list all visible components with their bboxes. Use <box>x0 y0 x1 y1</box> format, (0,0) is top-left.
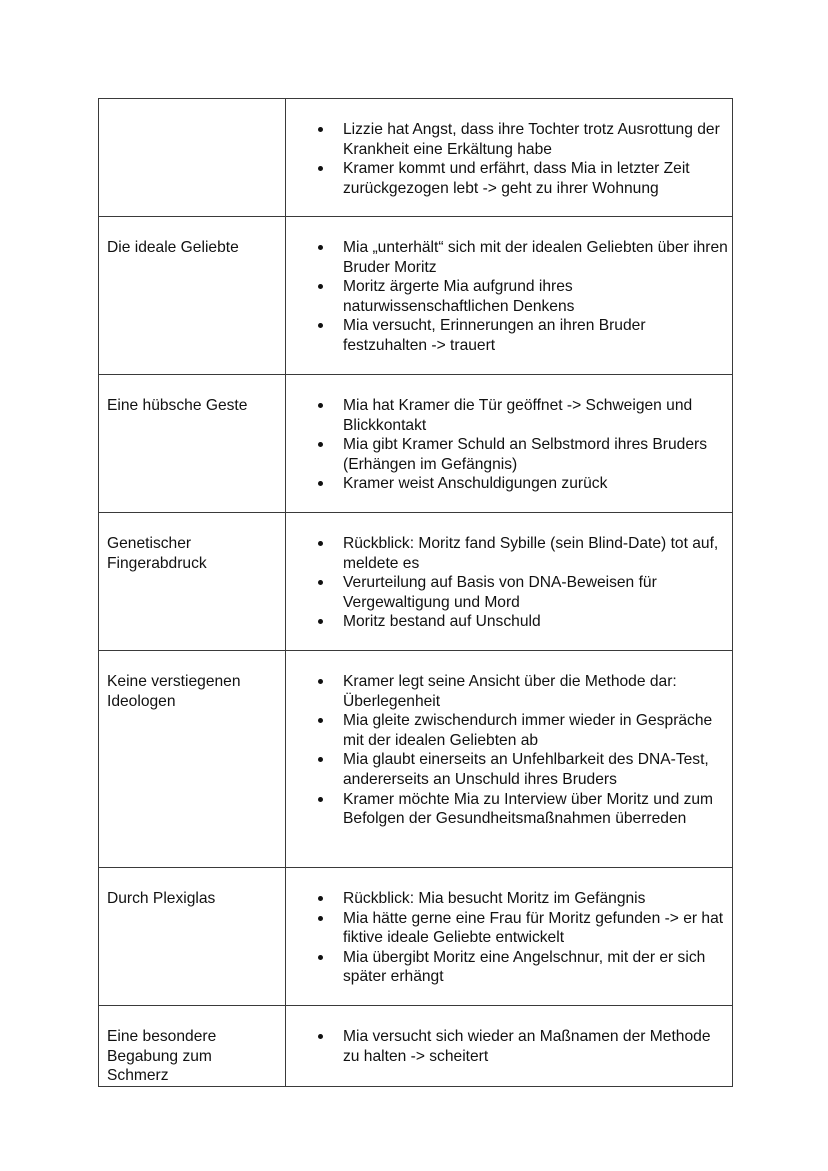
list-item: Mia hätte gerne eine Frau für Moritz gefunden -> er hat fiktive ideale Geliebte entwickelt <box>316 909 728 948</box>
table-row <box>99 868 733 1006</box>
list-item: Mia übergibt Moritz eine Angelschnur, mit der er sich später erhängt <box>316 948 728 987</box>
chapter-title-cell <box>99 513 286 651</box>
chapter-summary-table <box>98 98 733 1087</box>
bullet-list <box>316 238 728 356</box>
bullet-list <box>316 672 728 829</box>
list-item: Mia versucht sich wieder an Maßnamen der Methode zu halten -> scheitert <box>316 1027 728 1066</box>
chapter-summary-cell <box>286 651 733 868</box>
list-item: Mia gleite zwischendurch immer wieder in Gespräche mit der idealen Geliebten ab <box>316 711 728 750</box>
bullet-list <box>316 396 728 494</box>
table-row <box>99 217 733 375</box>
chapter-summary-cell <box>286 513 733 651</box>
table-row <box>99 375 733 513</box>
bullet-list <box>316 120 728 198</box>
list-item: Lizzie hat Angst, dass ihre Tochter trotz Ausrottung der Krankheit eine Erkältung habe <box>316 120 728 159</box>
table-row <box>99 651 733 868</box>
chapter-summary-cell <box>286 375 733 513</box>
list-item: Rückblick: Mia besucht Moritz im Gefängnis <box>316 889 728 909</box>
list-item: Kramer weist Anschuldigungen zurück <box>316 474 728 494</box>
list-item: Mia hat Kramer die Tür geöffnet -> Schweigen und Blickkontakt <box>316 396 728 435</box>
chapter-title-cell <box>99 217 286 375</box>
chapter-summary-cell <box>286 217 733 375</box>
bullet-list <box>316 1027 728 1066</box>
chapter-title-cell <box>99 99 286 217</box>
list-item: Mia „unterhält“ sich mit der idealen Geliebten über ihren Bruder Moritz <box>316 238 728 277</box>
list-item: Kramer kommt und erfährt, dass Mia in letzter Zeit zurückgezogen lebt -> geht zu ihrer Wohnung <box>316 159 728 198</box>
table-row <box>99 1006 733 1087</box>
list-item: Rückblick: Moritz fand Sybille (sein Blind-Date) tot auf, meldete es <box>316 534 728 573</box>
chapter-summary-cell <box>286 868 733 1006</box>
chapter-title: Genetischer Fingerabdruck <box>107 535 207 572</box>
chapter-summary-cell <box>286 99 733 217</box>
chapter-title-cell <box>99 651 286 868</box>
list-item: Mia gibt Kramer Schuld an Selbstmord ihres Bruders (Erhängen im Gefängnis) <box>316 435 728 474</box>
list-item: Mia versucht, Erinnerungen an ihren Bruder festzuhalten -> trauert <box>316 316 728 355</box>
list-item: Moritz bestand auf Unschuld <box>316 612 728 632</box>
chapter-title-cell <box>99 1006 286 1087</box>
bullet-list <box>316 534 728 632</box>
chapter-title-cell <box>99 375 286 513</box>
table-row <box>99 99 733 217</box>
chapter-title: Die ideale Geliebte <box>107 239 239 256</box>
list-item: Mia glaubt einerseits an Unfehlbarkeit des DNA-Test, andererseits an Unschuld ihres Bruders <box>316 750 728 789</box>
chapter-title: Eine hübsche Geste <box>107 397 248 414</box>
list-item: Verurteilung auf Basis von DNA-Beweisen für Vergewaltigung und Mord <box>316 573 728 612</box>
list-item: Kramer möchte Mia zu Interview über Moritz und zum Befolgen der Gesundheitsmaßnahmen überreden <box>316 790 728 829</box>
chapter-title: Keine verstiegenen Ideologen <box>107 673 241 710</box>
chapter-title-cell <box>99 868 286 1006</box>
chapter-title: Eine besondere Begabung zum Schmerz <box>107 1028 217 1085</box>
chapter-title: Durch Plexiglas <box>107 890 216 907</box>
bullet-list <box>316 889 728 987</box>
table-row <box>99 513 733 651</box>
list-item: Kramer legt seine Ansicht über die Methode dar: Überlegenheit <box>316 672 728 711</box>
chapter-summary-cell <box>286 1006 733 1087</box>
list-item: Moritz ärgerte Mia aufgrund ihres naturwissenschaftlichen Denkens <box>316 277 728 316</box>
